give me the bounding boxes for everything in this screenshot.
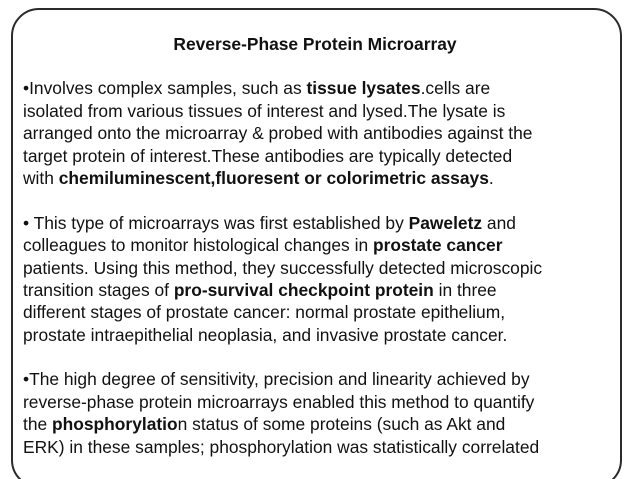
text-line <box>23 167 623 189</box>
text-line <box>23 413 623 435</box>
text: patients. Using this method, they successfully detected microscopic <box>23 257 543 278</box>
text-line <box>23 391 623 413</box>
text: transition stages of <box>23 279 174 300</box>
text-line <box>23 257 623 279</box>
text: and <box>482 212 516 233</box>
bold-text: prostate cancer <box>372 235 503 256</box>
text: with <box>23 167 59 188</box>
text: •The high degree of sensitivity, precision and linearity achieved by <box>23 369 530 390</box>
paragraph-2 <box>23 212 623 346</box>
slide-content <box>23 33 623 458</box>
text: n status of some proteins (such as Akt and <box>177 414 506 435</box>
text-line <box>23 100 623 122</box>
text: . <box>488 167 494 188</box>
text: ERK) in these samples; phosphorylation was statistically correlated <box>23 436 540 457</box>
text-line <box>23 436 623 458</box>
text: reverse-phase protein microarrays enabled this method to quantify <box>23 391 535 412</box>
text-line <box>23 368 623 390</box>
text: •Involves complex samples, such as <box>23 78 307 99</box>
bold-text: phosphorylatio <box>52 414 178 435</box>
text-line <box>23 324 623 346</box>
text: different stages of prostate cancer: normal prostate epithelium, <box>23 302 506 323</box>
slide-title: Reverse-Phase Protein Microarray <box>173 34 457 54</box>
text: • This type of microarrays was first established by <box>23 212 409 233</box>
bold-text: tissue lysates <box>306 78 421 99</box>
text: prostate intraepithelial neoplasia, and invasive prostate cancer. <box>23 324 508 345</box>
text-line <box>23 301 623 323</box>
text: .cells are <box>420 78 491 99</box>
paragraph-1 <box>23 77 623 189</box>
text-line <box>23 212 623 234</box>
paragraph-3 <box>23 368 623 458</box>
text: colleagues to monitor histological changes in <box>23 235 373 256</box>
text: the <box>23 414 53 435</box>
text: target protein of interest.These antibodies are typically detected <box>23 145 513 166</box>
text: in three <box>433 279 497 300</box>
text-line <box>23 122 623 144</box>
bold-text: chemiluminescent,fluoresent or colorimetric assays <box>58 167 489 188</box>
text-line <box>23 234 623 256</box>
text: arranged onto the microarray & probed with antibodies against the <box>23 123 533 144</box>
bold-text: Paweletz <box>408 212 483 233</box>
text-line <box>23 279 623 301</box>
text-line <box>23 77 623 99</box>
text-line <box>23 145 623 167</box>
bold-text: pro-survival checkpoint protein <box>173 279 434 300</box>
text: isolated from various tissues of interest and lysed.The lysate is <box>23 100 506 121</box>
